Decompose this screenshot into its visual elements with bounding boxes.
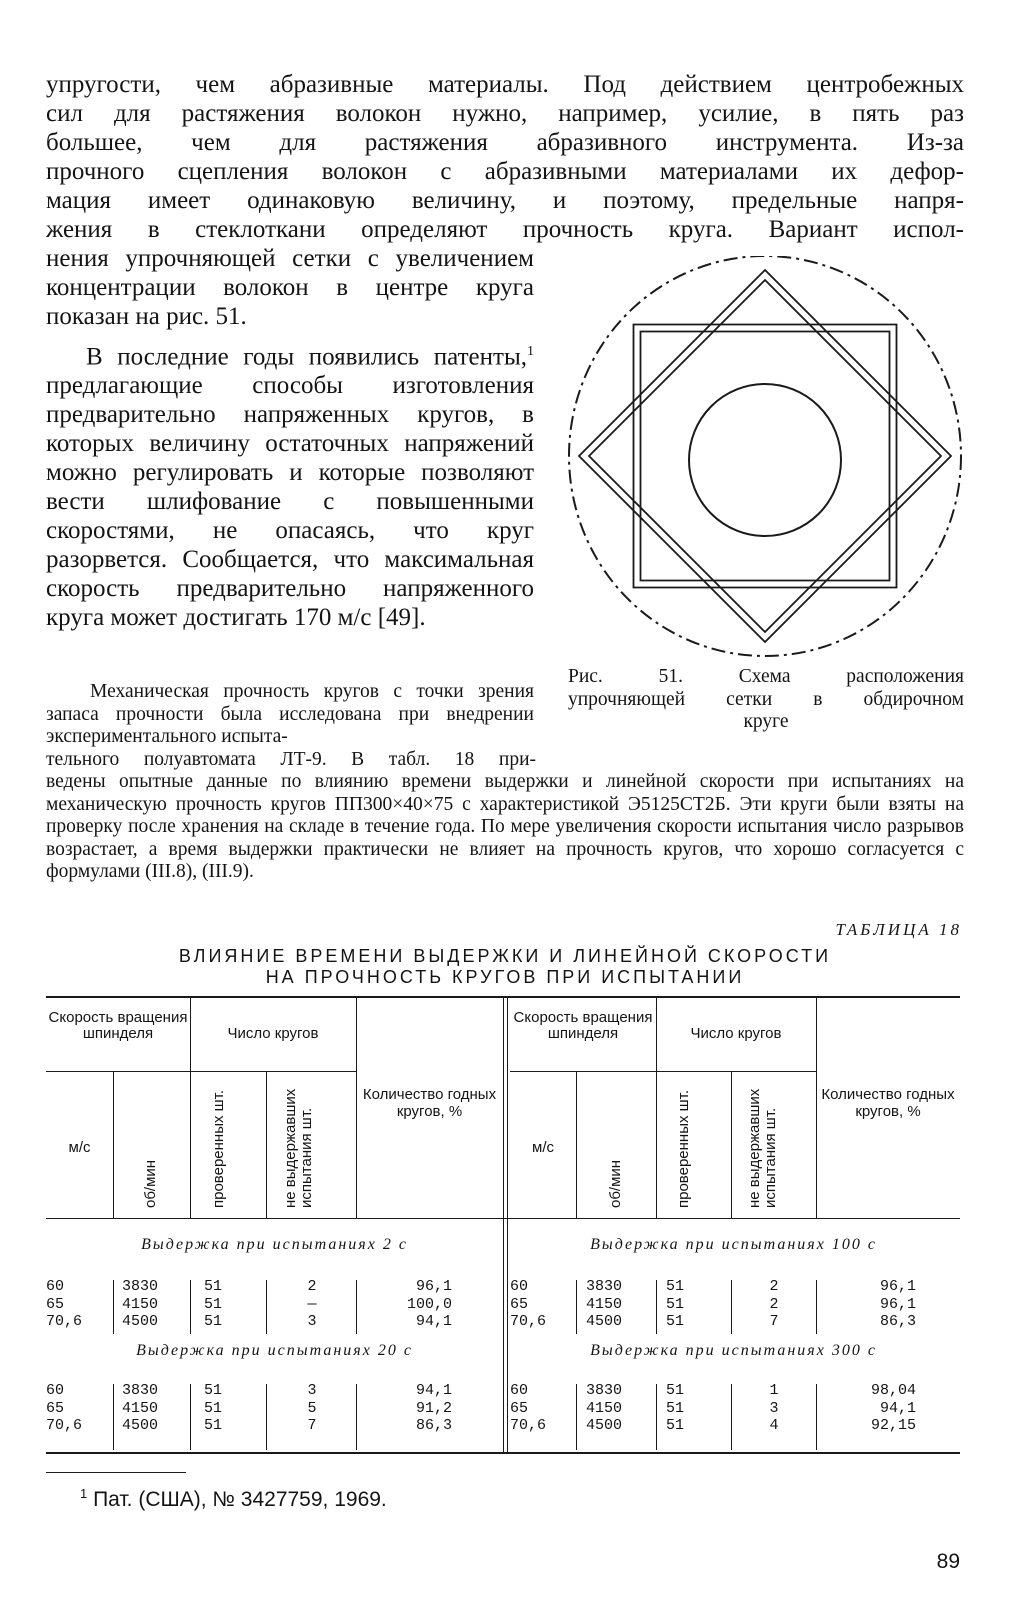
paragraph-2-start: В последние годы появились патенты, <box>86 343 527 371</box>
table-cell-good: 100,0 <box>406 1295 452 1313</box>
cell-rule <box>731 1280 732 1334</box>
wheel-bore <box>689 384 841 536</box>
header-count: Число кругов <box>690 1025 782 1042</box>
paragraph-2 <box>46 337 534 632</box>
cell-rule <box>656 1384 657 1450</box>
paragraph-2-rest: предлагающие способы изготовления предварительно напряженных кругов, в которых величину остаточных напряжений можно регулировать и которые позволяют вести шлифование с повышенными скоростями, не опасаясь, что круг разорвется. Сообщается, что максимальная скорость предварительно напряженного круга может достигать 170 м/с [49]. <box>46 372 534 632</box>
header-rule <box>46 1071 190 1072</box>
cell-rule <box>190 1384 191 1450</box>
section-label: Выдержка при испытаниях 20 с <box>136 1342 413 1359</box>
table-cell-ms: 65 <box>510 1295 529 1313</box>
table-cell-good: 86,3 <box>415 1417 452 1434</box>
table-cell-good: 86,3 <box>879 1313 916 1330</box>
table-title <box>46 946 964 988</box>
cell-rule <box>576 1280 577 1334</box>
text-line: упругости, чем абразивные материалы. Под действием центробежных <box>46 71 964 98</box>
table-cell-ms: 60 <box>510 1278 529 1295</box>
footnote <box>80 1486 387 1512</box>
table-label: ТАБЛИЦА 18 <box>835 920 962 939</box>
text-line: жения в стеклоткани определяют прочность круга. Вариант испол- <box>46 216 964 243</box>
table-cell-checked: 51 <box>666 1295 685 1313</box>
table-cell-rpm: 4500 <box>122 1417 159 1434</box>
footnote-rule <box>46 1472 186 1473</box>
table-cell-ms: 70,6 <box>46 1417 83 1434</box>
table-cell-good: 96,1 <box>415 1278 452 1295</box>
table-cell-good: 92,15 <box>870 1417 916 1434</box>
paragraph-3 <box>46 681 964 884</box>
table-cell-good: 91,2 <box>415 1399 452 1417</box>
mesh-strand <box>641 332 890 581</box>
cell-rule <box>113 1280 114 1334</box>
table-cell-ms: 65 <box>46 1399 65 1417</box>
header-rule <box>190 1071 356 1072</box>
table-cell-checked: 51 <box>666 1313 685 1330</box>
header-speed: Скорость вращения шпинделя <box>48 1009 188 1042</box>
header-failed: не выдержавших испытания шт. <box>282 1088 315 1208</box>
paragraph-3-head2: тельного полуавтомата ЛТ-9. В табл. 18 при- <box>46 748 536 770</box>
paragraph-3-rest: ведены опытные данные по влиянию времени выдержки и линейной скорости при испытаниях на механическую прочность кругов ПП300×40×75 с характеристикой Э5125СТ2Б. Эти круги были взяты на проверку после хранения на складе в течение года. По мере увеличения скорости испытания число разрывов возрастает, а время выдержки практически не влияет на прочность кругов, что хорошо согласуется с формулами (III.8), (III.9). <box>46 771 964 882</box>
col-rule <box>576 1071 577 1218</box>
table-cell-good: 96,1 <box>879 1278 916 1295</box>
table-cell-checked: 51 <box>666 1399 685 1417</box>
table-cell-failed: 2 <box>769 1278 779 1295</box>
table-cell-ms: 60 <box>46 1278 65 1295</box>
table-cell-failed: 5 <box>307 1399 317 1417</box>
table-cell-failed: 7 <box>769 1313 779 1330</box>
table-cell-checked: 51 <box>204 1417 223 1434</box>
table-cell-ms: 70,6 <box>510 1417 547 1434</box>
mesh-strand <box>589 280 941 632</box>
table-cell-ms: 70,6 <box>46 1313 83 1330</box>
table-cell-good: 96,1 <box>879 1295 916 1313</box>
table-cell-rpm: 3830 <box>586 1382 623 1399</box>
table-cell-checked: 51 <box>204 1313 223 1330</box>
table-cell-failed: 7 <box>307 1417 317 1434</box>
table-cell-ms: 65 <box>510 1399 529 1417</box>
table-cell-checked: 51 <box>666 1278 685 1295</box>
cell-rule <box>190 1280 191 1334</box>
table-cell-rpm: 3830 <box>122 1278 159 1295</box>
table-cell-rpm: 3830 <box>586 1278 623 1295</box>
section-label: Выдержка при испытаниях 2 с <box>141 1236 408 1253</box>
table-cell-rpm: 4500 <box>122 1313 159 1330</box>
footnote-text: Пат. (США), № 3427759, 1969. <box>93 1488 387 1511</box>
header-failed: не выдержавших испытания шт. <box>746 1088 779 1208</box>
center-double-rule <box>507 996 508 1454</box>
col-rule <box>731 1071 732 1218</box>
center-double-rule <box>503 996 504 1454</box>
footnote-ref: 1 <box>527 344 534 359</box>
header-ms: м/с <box>532 1139 554 1156</box>
table-cell-checked: 51 <box>666 1382 685 1399</box>
cell-rule <box>266 1384 267 1450</box>
header-rpm: об/мин <box>142 1159 159 1208</box>
caption-line: Рис. 51. Схема расположения <box>568 666 964 687</box>
header-checked: проверенных шт. <box>675 1089 692 1208</box>
col-rule <box>113 1071 114 1218</box>
table-cell-failed: 1 <box>769 1382 779 1399</box>
table-cell-rpm: 4150 <box>586 1399 623 1417</box>
table-cell-rpm: 4150 <box>586 1295 623 1313</box>
page-number: 89 <box>936 1550 960 1573</box>
header-speed: Скорость вращения шпинделя <box>513 1009 653 1042</box>
table-title-line: ВЛИЯНИЕ ВРЕМЕНИ ВЫДЕРЖКИ И ЛИНЕЙНОЙ СКОРОСТИ <box>178 946 832 966</box>
table-cell-rpm: 4500 <box>586 1417 623 1434</box>
mesh-strand <box>634 325 897 588</box>
caption-line: упрочняющей сетки в обдирочном <box>568 688 964 710</box>
table-cell-ms: 60 <box>510 1382 529 1399</box>
header-good: Количество годных кругов, % <box>362 1086 497 1120</box>
wheel-outline <box>569 256 961 656</box>
cell-rule <box>731 1384 732 1450</box>
col-rule <box>266 1071 267 1218</box>
table-cell-rpm: 3830 <box>122 1382 159 1399</box>
table-cell-failed: 4 <box>769 1417 779 1434</box>
header-rule <box>656 1071 816 1072</box>
header-rule <box>510 1071 656 1072</box>
table-cell-rpm: 4500 <box>586 1313 623 1330</box>
table-cell-good: 98,04 <box>870 1382 916 1399</box>
header-good: Количество годных кругов, % <box>821 1086 955 1120</box>
table-cell-rpm: 4150 <box>122 1295 159 1313</box>
text-line: прочного сцепления волокон с абразивными материалами их дефор- <box>46 158 964 185</box>
table-cell-failed: 2 <box>769 1295 779 1313</box>
section-label: Выдержка при испытаниях 300 с <box>590 1342 877 1359</box>
paragraph-1-tail: нения упрочняющей сетки с увеличением концентрации волокон в центре круга показан на рис. 51. <box>46 245 534 330</box>
header-checked: проверенных шт. <box>210 1089 227 1208</box>
mesh-strand <box>579 270 951 642</box>
table-cell-good: 94,1 <box>415 1313 452 1330</box>
cell-rule <box>113 1384 114 1450</box>
header-count: Число кругов <box>227 1025 319 1042</box>
table-cell-checked: 51 <box>204 1295 223 1313</box>
table-cell-ms: 65 <box>46 1295 65 1313</box>
paragraph-3-head-text: Механическая прочность кругов с точки зрения запаса прочности была исследована при внедрении экспериментального испыта- <box>46 681 534 747</box>
paragraph-3-head <box>46 681 534 749</box>
caption-line: круге <box>743 711 789 732</box>
cell-rule <box>576 1384 577 1450</box>
table-cell-checked: 51 <box>204 1382 223 1399</box>
header-rpm: об/мин <box>607 1159 624 1208</box>
text-line: мация имеет одинаковую величину, и поэтому, предельные напря- <box>46 187 964 214</box>
table-cell-failed: 3 <box>769 1399 779 1417</box>
table-18 <box>46 996 960 1456</box>
cell-rule <box>266 1280 267 1334</box>
table-cell-checked: 51 <box>204 1278 223 1295</box>
table-title-line: НА ПРОЧНОСТЬ КРУГОВ ПРИ ИСПЫТАНИИ <box>265 967 745 987</box>
table-cell-checked: 51 <box>666 1417 685 1434</box>
header-ms: м/с <box>68 1139 91 1156</box>
table-cell-failed: 3 <box>307 1382 317 1399</box>
text-line: сил для растяжения волокон нужно, например, усилие, в пять раз <box>46 100 964 127</box>
table-cell-good: 94,1 <box>879 1399 916 1417</box>
table-cell-failed: — <box>307 1295 317 1313</box>
footnote-mark: 1 <box>80 1486 88 1501</box>
table-cell-rpm: 4150 <box>122 1399 159 1417</box>
table-cell-failed: 2 <box>307 1278 317 1295</box>
cell-rule <box>656 1280 657 1334</box>
table-cell-ms: 60 <box>46 1382 65 1399</box>
table-cell-good: 94,1 <box>415 1382 452 1399</box>
table-cell-failed: 3 <box>307 1313 317 1330</box>
section-label: Выдержка при испытаниях 100 с <box>590 1236 877 1253</box>
figure-51-reinforcing-mesh <box>566 256 964 668</box>
table-cell-ms: 70,6 <box>510 1313 547 1330</box>
text-line: большее, чем для растяжения абразивного инструмента. Из-за <box>46 129 964 156</box>
table-cell-checked: 51 <box>204 1399 223 1417</box>
